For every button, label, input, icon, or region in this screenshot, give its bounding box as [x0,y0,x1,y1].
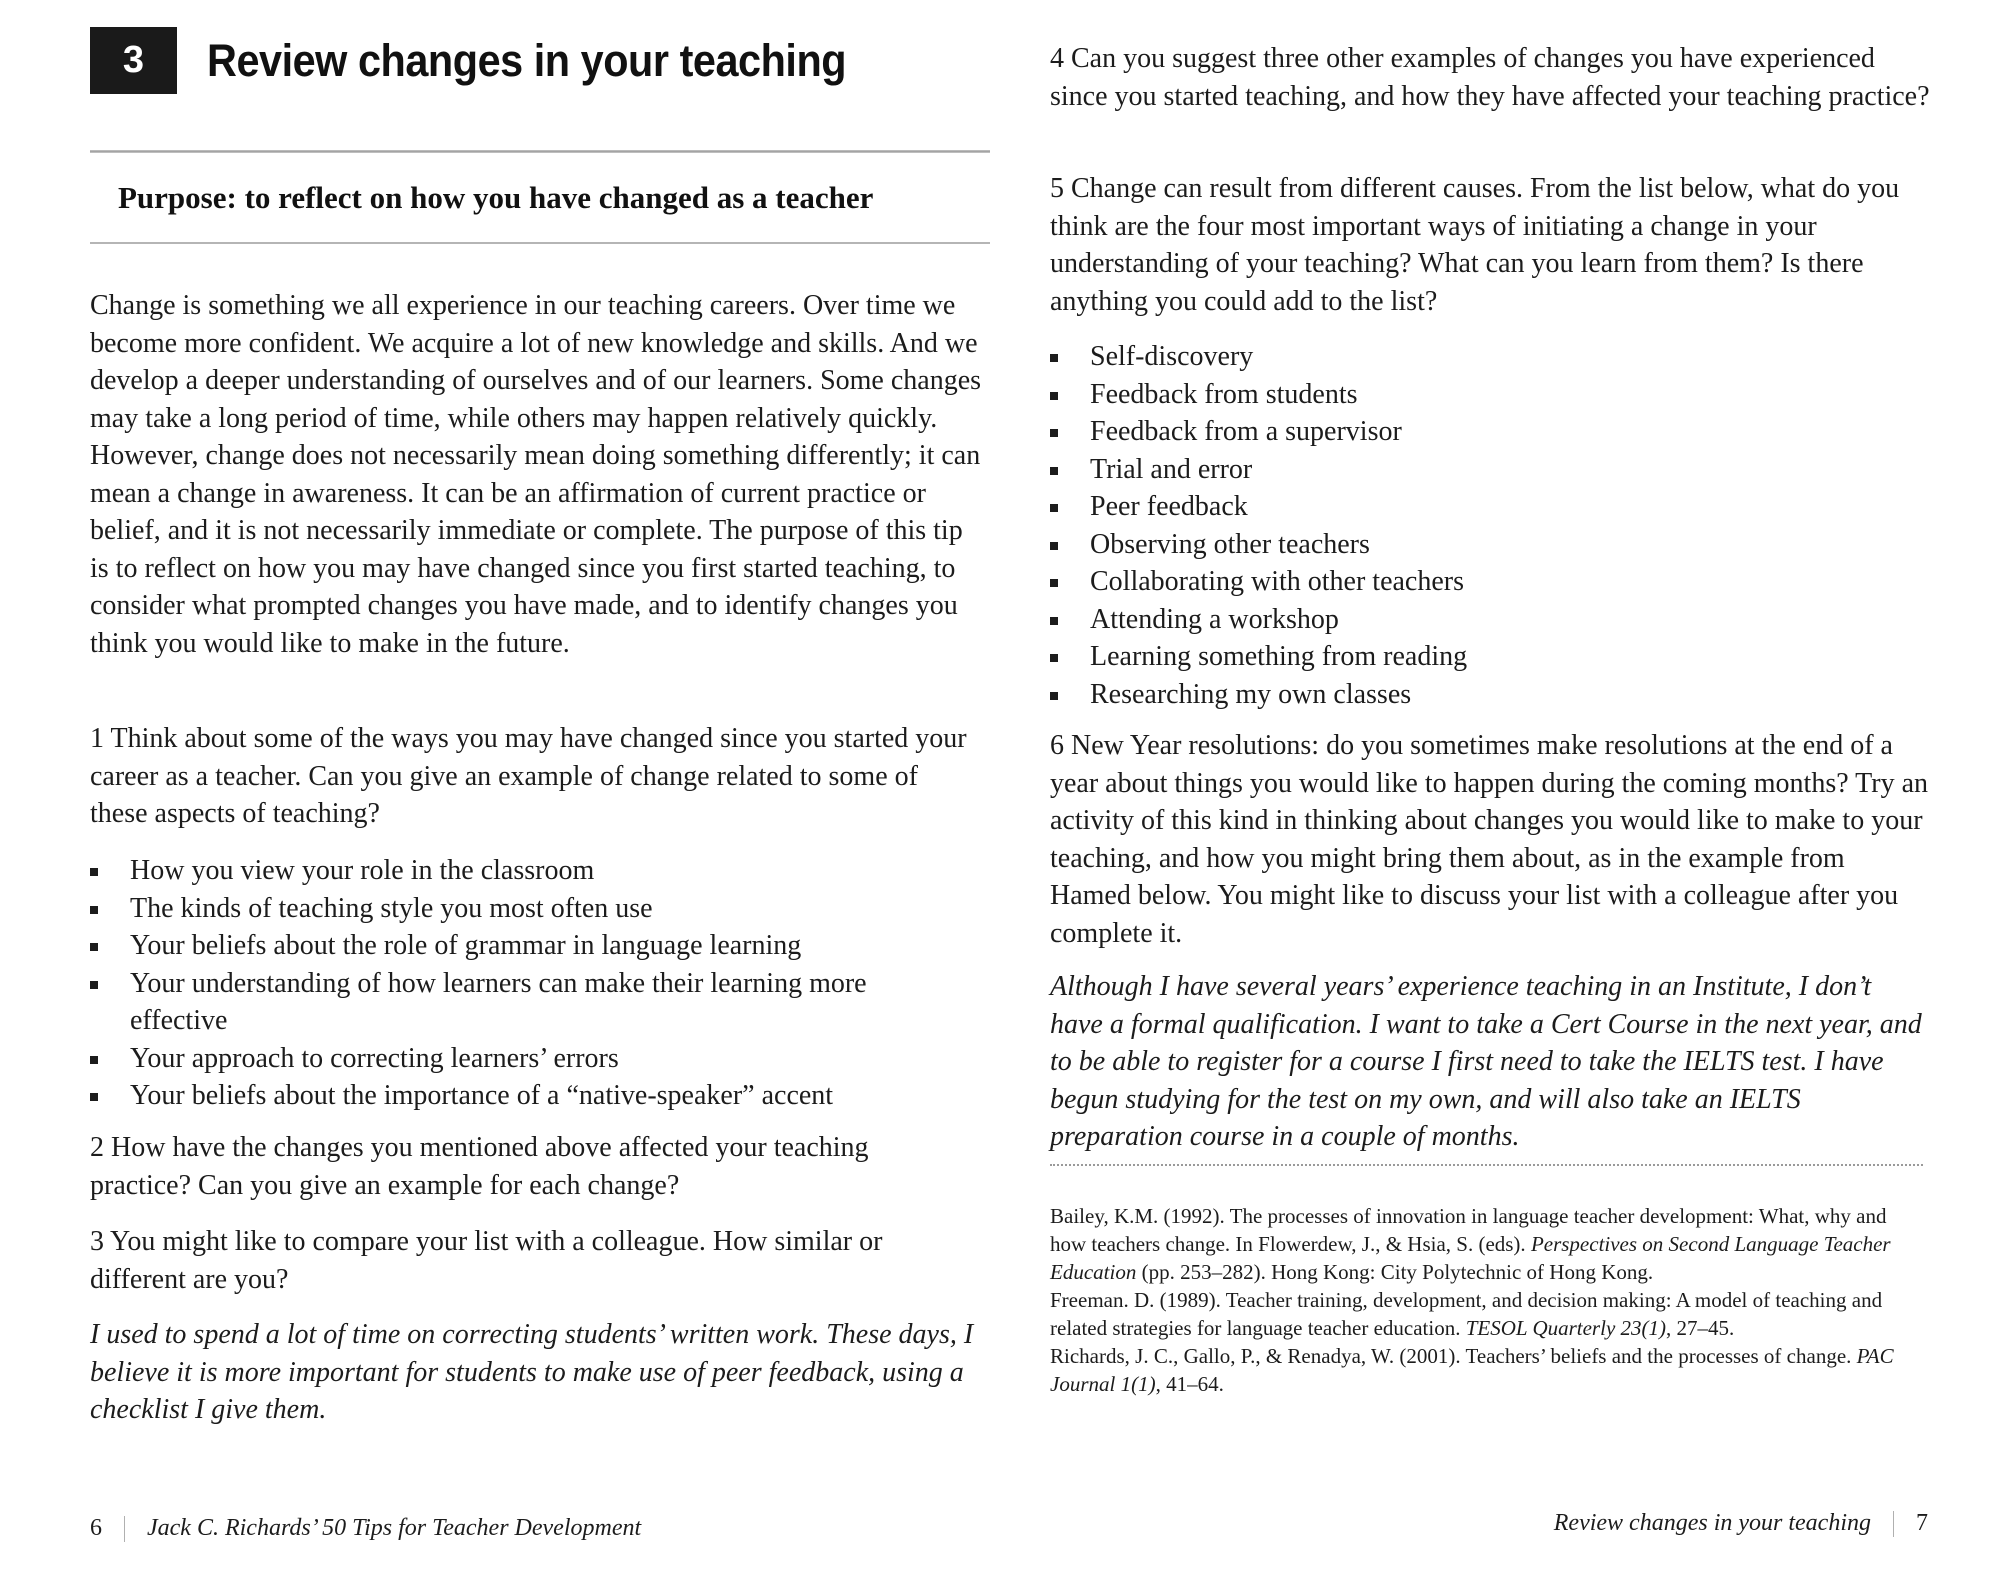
list-item-text: Your beliefs about the importance of a “native-speaker” accent [130,1080,834,1111]
list-item [90,965,960,1040]
question-1: 1 Think about some of the ways you may have changed since you started your career as a teacher. Can you give an example of change related to some of these aspects of teaching? [90,723,967,829]
list-item [90,890,960,928]
page-title: Review changes in your teaching [207,34,847,86]
reference-source: TESOL Quarterly 23(1) [1465,1316,1666,1340]
list-item [90,1040,960,1078]
hamed-example-quote: Although I have several years’ experience teaching in an Institute, I don’t have a formal qualification. I want to take a Cert Course in the next year, and to be able to register for a course I first need to take the IELTS test. I have begun studying for the test on my own, and will also take an IELTS preparation course in a couple of months. [1050,971,1922,1152]
bullet-icon [90,906,98,914]
list-item [1050,526,1910,564]
bullet-icon [1050,392,1058,400]
question-6: 6 New Year resolutions: do you sometimes make resolutions at the end of a year about things you would like to happen during the coming months? Try an activity of this kind in thinking about changes you would like to make to your teaching, and how you might bring them about, as in the example from Hamed below. You might like to discuss your list with a colleague after you complete it. [1050,730,1929,949]
list-item-text: Attending a workshop [1090,603,1339,635]
list-item [90,1077,960,1115]
list-item-text: Trial and error [1090,453,1253,485]
footer-left [90,1515,641,1542]
footer-right [1554,1510,1928,1537]
bullet-icon [1050,692,1058,700]
list-item [1050,676,1910,714]
reference-tail: , 27–45. [1666,1316,1735,1340]
book-title-footer: Jack C. Richards’ 50 Tips for Teacher Development [147,1515,642,1541]
list-item [1050,488,1910,526]
bullet-icon [1050,354,1058,362]
question-4: 4 Can you suggest three other examples of changes you have experienced since you started teaching, and how they have affected your teaching practice? [1050,43,1930,112]
page-number-left: 6 [90,1515,102,1541]
footer-divider [124,1516,125,1542]
change-causes-list [1050,338,1910,713]
reference-item [1050,1202,1923,1286]
purpose-heading: Purpose: to reflect on how you have changed as a teacher [118,180,874,215]
question-3: 3 You might like to compare your list with a colleague. How similar or different are you? [90,1226,883,1295]
reference-tail: , 41–64. [1155,1372,1224,1396]
reference-item [1050,1286,1923,1342]
bullet-icon [1050,504,1058,512]
bullet-icon [90,868,98,876]
bullet-icon [1050,579,1058,587]
bullet-icon [1050,617,1058,625]
tip-header [90,27,902,94]
list-item [90,927,960,965]
list-item [90,852,960,890]
divider-bottom [90,242,990,244]
list-item [1050,338,1910,376]
list-item-text: Observing other teachers [1090,528,1370,560]
list-item [1050,451,1910,489]
footer-divider [1893,1511,1894,1537]
list-item-text: Peer feedback [1090,491,1248,522]
question-2: 2 How have the changes you mentioned above affected your teaching practice? Can you give an example for each change? [90,1132,869,1201]
bullet-icon [1050,467,1058,475]
bullet-icon [1050,542,1058,550]
bullet-icon [90,1093,98,1101]
list-item-text: The kinds of teaching style you most often use [130,892,653,924]
list-item-text: How you view your role in the classroom [130,855,595,886]
bullet-icon [90,981,98,989]
page-number-right: 7 [1916,1510,1928,1536]
reference-tail: (pp. 253–282). Hong Kong: City Polytechnic of Hong Kong. [1136,1260,1654,1284]
list-item-text: Your approach to correcting learners’ errors [130,1042,619,1074]
reference-item [1050,1342,1923,1398]
list-item [1050,638,1910,676]
list-item [1050,563,1910,601]
bullet-icon [90,1056,98,1064]
list-item [1050,376,1910,414]
q1-aspect-list [90,852,960,1115]
references-divider [1050,1164,1923,1166]
references [1050,1202,1923,1398]
bullet-icon [1050,429,1058,437]
list-item-text: Feedback from students [1090,378,1358,410]
intro-paragraph: Change is something we all experience in our teaching careers. Over time we become more confident. We acquire a lot of new knowledge and skills. And we develop a deeper understanding of ourselves and of our learners. Some changes may take a long period of time, while others may happen relatively quickly. However, change does not necessarily mean doing something differently; it can mean a change in awareness. It can be an affirmation of current practice or belief, and it is not necessarily immediate or complete. The purpose of this tip is to reflect on how you may have changed since you first started teaching, to consider what prompted changes you have made, and to identify changes you think you would like to make in the future. [90,290,982,659]
bullet-icon [90,943,98,951]
reference-text: Freeman. D. (1989). Teacher training, development, and decision making: A model of teaching and related strategies for language teacher education. [1050,1288,1883,1340]
list-item-text: Learning something from reading [1090,641,1468,672]
list-item [1050,413,1910,451]
teacher-example-quote: I used to spend a lot of time on correcting students’ written work. These days, I believe it is more important for students to make use of peer feedback, using a checklist I give them. [90,1319,974,1425]
list-item-text: Collaborating with other teachers [1090,566,1464,597]
reference-text: Bailey, K.M. (1992). The processes of innovation in language teacher development: What, why and how teachers change. In Flowerdew, J., & Hsia, S. (eds). [1050,1204,1887,1256]
tip-number-badge: 3 [90,27,177,94]
reference-source: Perspectives on Second Language Teacher Education [1050,1232,1891,1284]
divider-top [90,150,990,153]
list-item [1050,601,1910,639]
reference-text: Richards, J. C., Gallo, P., & Renadya, W. (2001). Teachers’ beliefs and the processes of change. [1050,1344,1857,1368]
list-item-text: Your understanding of how learners can make their learning more effective [130,967,867,1036]
reference-source: PAC Journal 1(1) [1050,1344,1894,1396]
question-5: 5 Change can result from different causes. From the list below, what do you think are the four most important ways of initiating a change in your understanding of your teaching? What can you learn from them? Is there anything you could add to the list? [1050,173,1900,317]
bullet-icon [1050,654,1058,662]
list-item-text: Researching my own classes [1090,678,1412,710]
list-item-text: Self-discovery [1090,341,1254,372]
list-item-text: Your beliefs about the role of grammar in language learning [130,930,802,961]
running-title-footer: Review changes in your teaching [1553,1510,1871,1536]
list-item-text: Feedback from a supervisor [1090,416,1402,447]
